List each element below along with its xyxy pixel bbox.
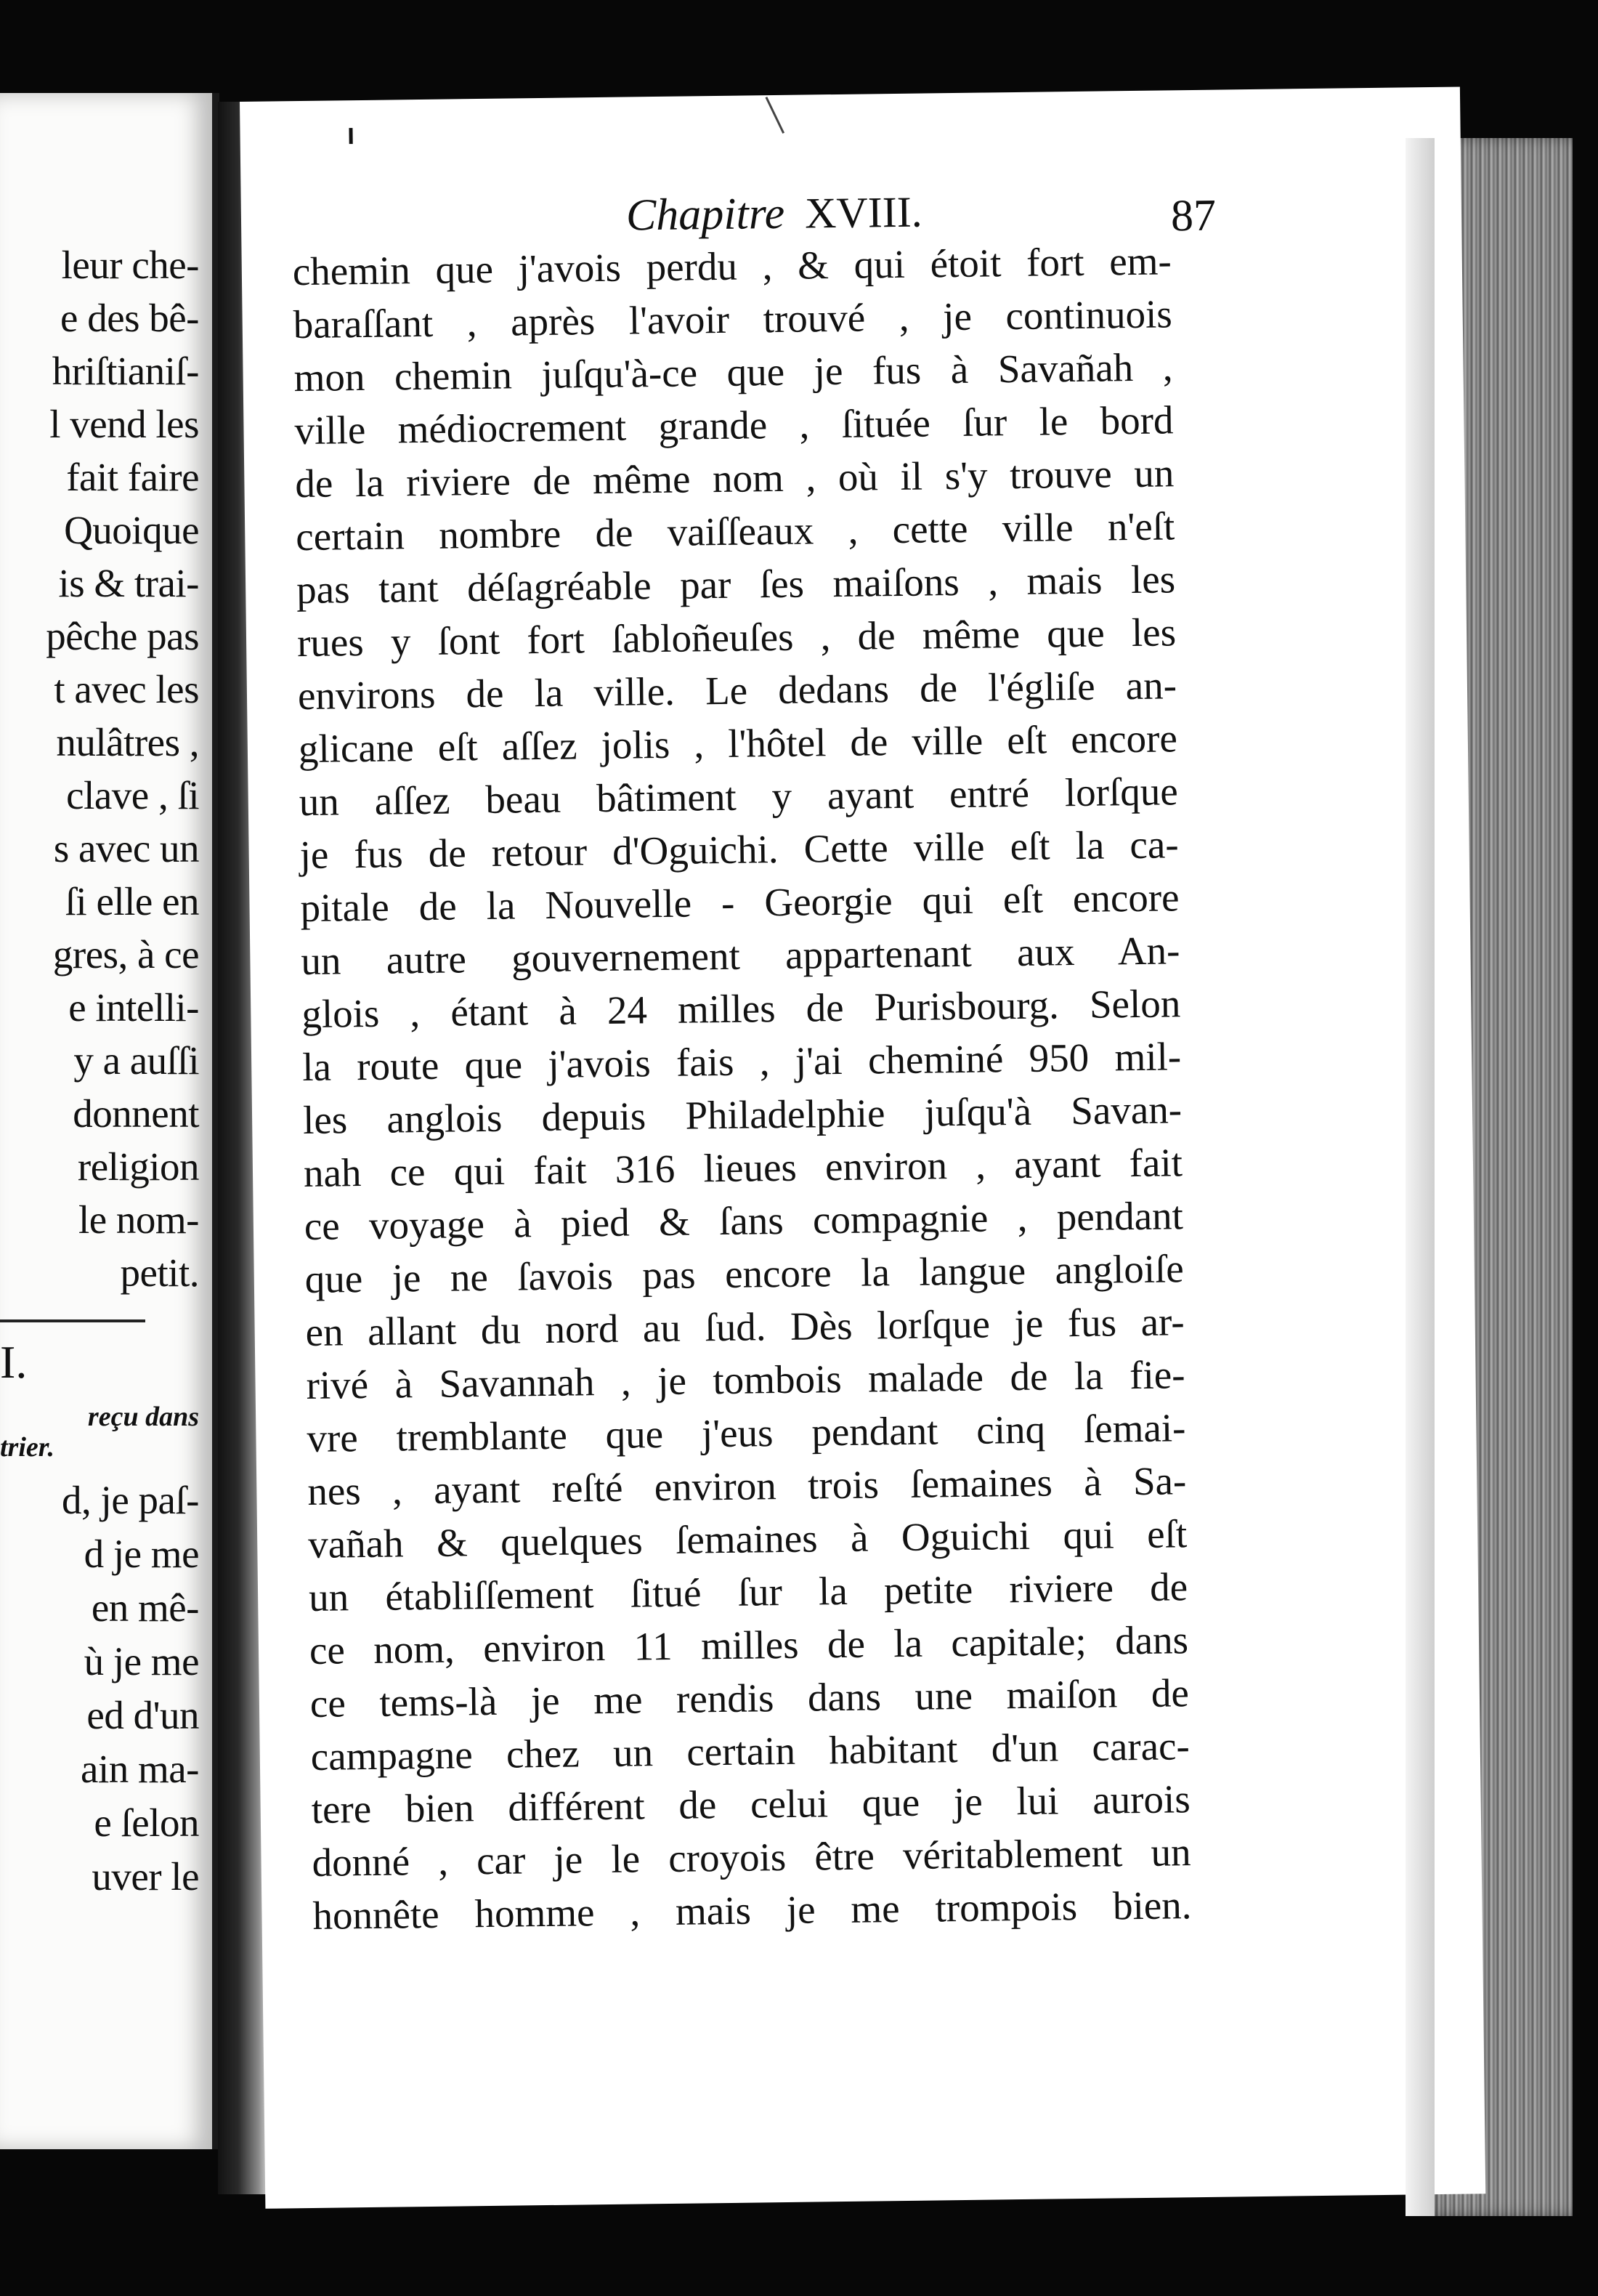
paper-crease xyxy=(766,97,785,134)
text-line: pitale de la Nouvelle - Georgie qui eſt encore xyxy=(300,875,1180,931)
text-line: ce nom, environ 11 milles de la capitale; dans xyxy=(309,1617,1189,1673)
text-line: ù je me xyxy=(84,1639,199,1683)
text-line: pas tant déſagréable par ſes maiſons , mais les xyxy=(296,557,1176,613)
text-line: nah ce qui fait 316 lieues environ , ayant fait xyxy=(303,1140,1183,1196)
text-line: mon chemin juſqu'à-ce que je fus à Savañah , xyxy=(293,344,1173,400)
text-line: ſi elle en xyxy=(65,879,199,923)
page-body xyxy=(292,234,1191,1942)
text-line: y a auſſi xyxy=(73,1038,199,1083)
text-line: Quoique xyxy=(64,508,199,552)
page-number: 87 xyxy=(1170,190,1217,241)
text-line: nulâtres , xyxy=(56,720,199,764)
section-rule xyxy=(0,1319,145,1322)
text-line: rues y ſont fort ſabloñeuſes , de même que les xyxy=(296,610,1177,666)
section-summary-line: reçu dans xyxy=(87,1402,199,1432)
text-line: le nom- xyxy=(78,1197,199,1242)
text-line: en allant du nord au ſud. Dès lorſque je fus ar- xyxy=(305,1299,1185,1355)
text-line: ce voyage à pied & ſans compagnie , pendant xyxy=(304,1193,1184,1249)
text-line: fait faire xyxy=(66,455,199,499)
text-line: d je me xyxy=(84,1532,199,1576)
right-page xyxy=(240,86,1485,2208)
text-line: hriſtianiſ- xyxy=(52,349,199,393)
text-line: tere bien différent de celui que je lui aurois xyxy=(311,1776,1191,1832)
text-line: is & trai- xyxy=(58,561,199,605)
text-line: s avec un xyxy=(53,826,199,870)
text-line: petit. xyxy=(120,1250,199,1295)
text-line: vre tremblante que j'eus pendant cinq ſemai- xyxy=(307,1405,1186,1461)
text-line: leur che- xyxy=(61,243,199,287)
text-line: campagne chez un certain habitant d'un carac- xyxy=(310,1723,1191,1779)
text-line: d, je paſ- xyxy=(62,1478,199,1522)
text-line: chemin que j'avois perdu , & qui étoit fort em- xyxy=(292,238,1172,294)
text-line: ce tems-là je me rendis dans une maiſon de xyxy=(309,1670,1190,1726)
text-line: glicane eſt aſſez jolis , l'hôtel de ville eſt encore xyxy=(298,716,1178,772)
text-line: que je ne ſavois pas encore la langue angloiſe xyxy=(304,1246,1185,1302)
ink-mark xyxy=(349,128,352,144)
text-line: environs de la ville. Le dedans de l'égliſe an- xyxy=(297,663,1177,719)
text-line: la route que j'avois fais , j'ai cheminé 950 mil- xyxy=(301,1034,1182,1090)
text-line: un aſſez beau bâtiment y ayant entré lorſque xyxy=(299,769,1179,825)
text-line: t avec les xyxy=(54,667,199,711)
text-line: honnête homme , mais je me trompois bien. xyxy=(312,1883,1192,1938)
text-line: e des bê- xyxy=(60,296,199,340)
text-line: certain nombre de vaiſſeaux , cette ville n'eſt xyxy=(295,504,1175,559)
text-line: ain ma- xyxy=(81,1747,199,1791)
text-line: uver le xyxy=(92,1854,199,1899)
text-line: nes , ayant reſté environ trois ſemaines à Sa- xyxy=(307,1458,1187,1513)
text-line: baraſſant , après l'avoir trouvé , je continuois xyxy=(293,291,1173,347)
text-line: vañah & quelques ſemaines à Oguichi qui eſt xyxy=(307,1511,1188,1567)
text-line: je fus de retour d'Oguichi. Cette ville eſt la ca- xyxy=(299,822,1179,878)
text-line: les anglois depuis Philadelphie juſqu'à Savan- xyxy=(302,1087,1183,1143)
text-line: donné , car je le croyois être véritablement un xyxy=(312,1830,1191,1885)
chapter-number: XVIII. xyxy=(804,187,923,238)
section-heading: I. xyxy=(0,1336,28,1388)
text-line: de la riviere de même nom , où il s'y trouve un xyxy=(295,450,1175,506)
text-line: ed d'un xyxy=(86,1693,199,1737)
text-line: e intelli- xyxy=(68,985,199,1030)
chapter-label: Chapitre xyxy=(625,188,785,240)
left-page xyxy=(0,93,219,2149)
text-line: un autre gouvernement appartenant aux An- xyxy=(301,928,1180,984)
text-line: pêche pas xyxy=(46,614,199,658)
text-line: un établiſſement ſitué ſur la petite riviere de xyxy=(308,1564,1188,1620)
running-header xyxy=(626,187,923,242)
text-line: rivé à Savannah , je tombois malade de la fie- xyxy=(306,1352,1185,1408)
text-line: en mê- xyxy=(91,1585,199,1630)
text-line: gres, à ce xyxy=(52,932,199,977)
page-edge-highlight xyxy=(1406,138,1435,2216)
text-line: e ſelon xyxy=(94,1800,199,1845)
text-line: donnent xyxy=(73,1091,199,1136)
text-line: religion xyxy=(77,1144,199,1189)
text-line: l vend les xyxy=(49,402,199,446)
text-line: clave , ſi xyxy=(66,773,199,817)
text-line: glois , étant à 24 milles de Purisbourg. Selon xyxy=(301,981,1181,1037)
section-summary-line: trier. xyxy=(0,1432,54,1463)
text-line: ville médiocrement grande , ſituée ſur le bord xyxy=(294,397,1174,453)
